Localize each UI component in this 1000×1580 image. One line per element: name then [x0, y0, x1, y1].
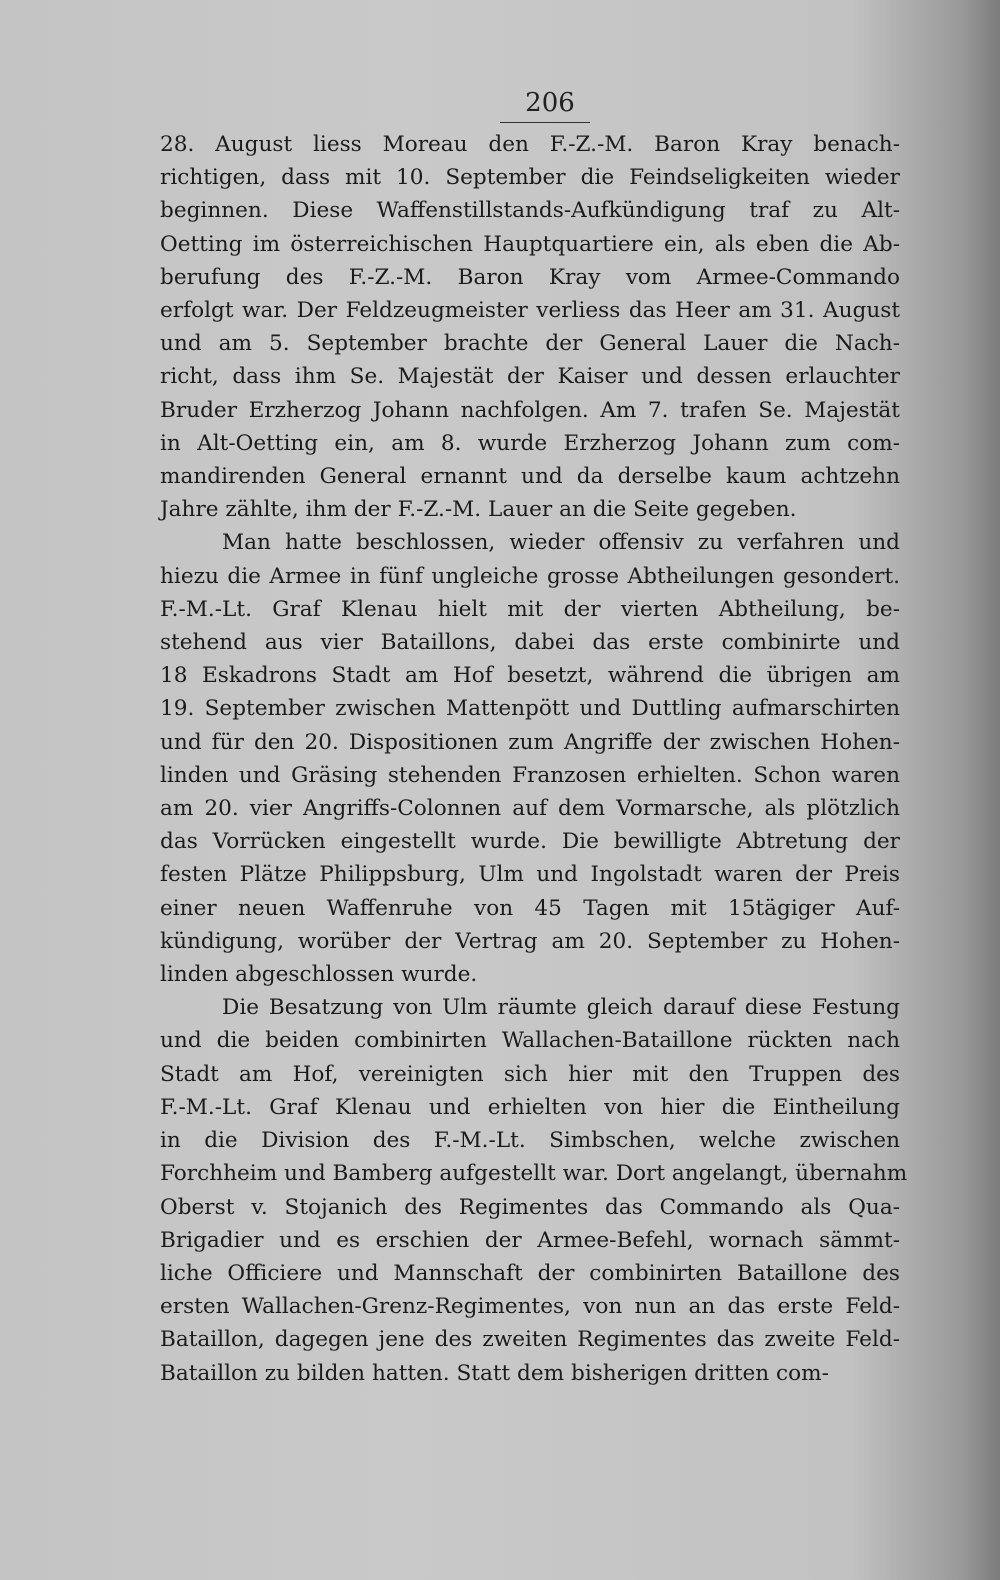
text-line: kündigung, worüber der Vertrag am 20. September zu Hohen-	[160, 928, 900, 954]
text-line: Bataillon zu bilden hatten. Statt dem bisherigen dritten com-	[160, 1360, 829, 1386]
text-line: Man hatte beschlossen, wieder offensiv zu verfahren und	[222, 530, 900, 556]
text-line: richt, dass ihm Se. Majestät der Kaiser und dessen erlauchter	[160, 364, 900, 390]
text-line: Brigadier und es erschien der Armee-Befehl, wornach sämmt-	[160, 1227, 900, 1253]
page-number: 206	[525, 88, 575, 118]
text-line: Forchheim und Bamberg aufgestellt war. Dort angelangt, übernahm	[160, 1161, 908, 1187]
text-line: stehend aus vier Bataillons, dabei das erste combinirte und	[160, 630, 900, 656]
text-line: das Vorrücken eingestellt wurde. Die bewilligte Abtretung der	[160, 829, 900, 855]
text-line: festen Plätze Philippsburg, Ulm und Ingolstadt waren der Preis	[160, 862, 900, 888]
text-line: einer neuen Waffenruhe von 45 Tagen mit 15tägiger Auf-	[160, 895, 900, 921]
text-line: in die Division des F.-M.-Lt. Simbschen, welche zwischen	[160, 1128, 900, 1154]
paragraph	[160, 526, 900, 991]
text-line: beginnen. Diese Waffenstillstands-Aufkündigung traf zu Alt-	[160, 198, 900, 224]
text-line: Stadt am Hof, vereinigten sich hier mit den Truppen des	[160, 1061, 900, 1087]
text-line: 28. August liess Moreau den F.-Z.-M. Baron Kray benach-	[160, 132, 900, 157]
text-line: am 20. vier Angriffs-Colonnen auf dem Vormarsche, als plötzlich	[160, 796, 900, 822]
text-line: 18 Eskadrons Stadt am Hof besetzt, während die übrigen am	[160, 663, 900, 689]
text-line: und für den 20. Dispositionen zum Angriffe der zwischen Hohen-	[160, 729, 900, 755]
text-line: hiezu die Armee in fünf ungleiche grosse Abtheilungen gesondert.	[160, 563, 900, 589]
text-line: liche Officiere und Mannschaft der combinirten Bataillone des	[160, 1260, 900, 1286]
text-line: Bataillon, dagegen jene des zweiten Regimentes das zweite Feld-	[160, 1327, 900, 1353]
text-line: Die Besatzung von Ulm räumte gleich darauf diese Festung	[222, 995, 900, 1021]
text-line: berufung des F.-Z.-M. Baron Kray vom Armee-Commando	[160, 264, 900, 290]
paragraph	[160, 991, 908, 1389]
text-line: F.-M.-Lt. Graf Klenau und erhielten von hier die Eintheilung	[160, 1094, 900, 1120]
text-line: und am 5. September brachte der General Lauer die Nach-	[160, 331, 900, 357]
text-line: Oetting im österreichischen Hauptquartiere ein, als eben die Ab-	[160, 231, 900, 257]
text-line: Bruder Erzherzog Johann nachfolgen. Am 7. trafen Se. Majestät	[160, 397, 900, 423]
text-line: erfolgt war. Der Feldzeugmeister verliess das Heer am 31. August	[160, 298, 900, 324]
text-line: F.-M.-Lt. Graf Klenau hielt mit der vierten Abtheilung, be-	[160, 596, 900, 622]
body-text	[160, 128, 908, 1390]
text-line: linden und Gräsing stehenden Franzosen erhielten. Schon waren	[160, 762, 900, 788]
text-line: Jahre zählte, ihm der F.-Z.-M. Lauer an die Seite gegeben.	[160, 497, 797, 523]
page-number-rule	[500, 122, 590, 123]
text-line: in Alt-Oetting ein, am 8. wurde Erzherzog Johann zum com-	[160, 430, 900, 456]
text-line: Oberst v. Stojanich des Regimentes das Commando als Qua-	[160, 1194, 900, 1220]
text-line: ersten Wallachen-Grenz-Regimentes, von nun an das erste Feld-	[160, 1294, 900, 1320]
text-line: mandirenden General ernannt und da derselbe kaum achtzehn	[160, 464, 900, 490]
text-line: richtigen, dass mit 10. September die Feindseligkeiten wieder	[160, 165, 900, 191]
text-line: und die beiden combinirten Wallachen-Bataillone rückten nach	[160, 1028, 900, 1054]
text-line: linden abgeschlossen wurde.	[160, 962, 478, 988]
paragraph	[160, 128, 900, 526]
text-line: 19. September zwischen Mattenpött und Duttling aufmarschirten	[160, 696, 900, 722]
